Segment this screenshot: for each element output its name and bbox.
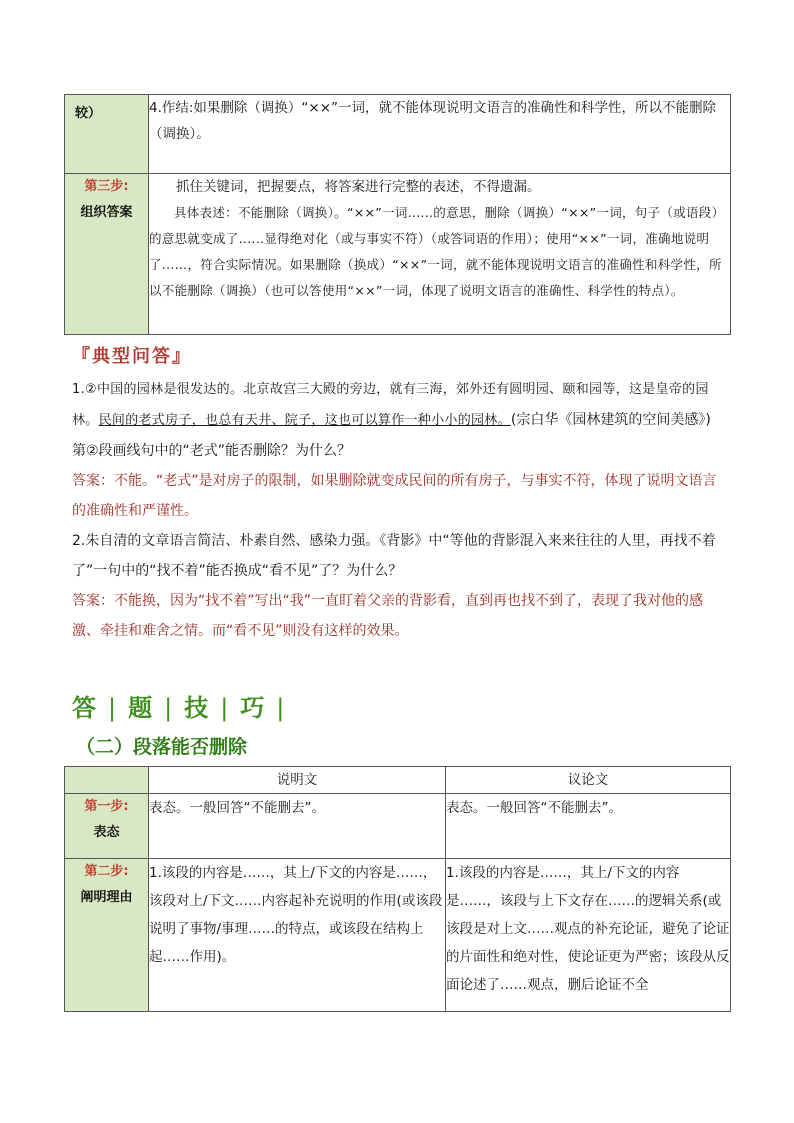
question-1-passage <box>72 374 728 436</box>
step-label <box>65 859 149 1012</box>
step-label: 较） <box>65 95 149 174</box>
step-name: 组织答案 <box>80 205 133 220</box>
header-cell <box>65 767 149 794</box>
conclusion-text: 4.作结:如果删除（调换）“××”一词，就不能体现说明文语言的准确性和科学性，所以不能删除（调换）。 <box>149 100 717 142</box>
skills-char: 答 <box>72 694 98 722</box>
step-name: 阐明理由 <box>80 890 133 905</box>
table-cell: 1.该段的内容是……，其上/下文的内容是……，该段对上/下文……内容起补充说明的作用(或该段说明了事物/事理……的特点，或该段在结构上起……作用)。 <box>149 859 446 1012</box>
divider: | <box>164 694 175 722</box>
divider: | <box>108 694 119 722</box>
step-number: 第二步: <box>84 864 129 879</box>
table-cell: 表态。一般回答“不能删去”。 <box>446 794 731 859</box>
question-1: 第②段画线句中的“老式”能否删除？为什么？ <box>72 443 352 459</box>
step-number: 第三步: <box>84 179 129 194</box>
step-label <box>65 174 149 335</box>
header-cell: 议论文 <box>446 767 731 794</box>
subsection-title: （二）段落能否删除 <box>76 736 248 758</box>
table-cell: 1.该段的内容是……，其上/下文的内容是……，该段与上下文存在……的逻辑关系(或该段是对上文……观点的补充论证，避免了论证的片面性和绝对性，使论证更为严密；该段从反面论述了……观点，删后论证不全 <box>446 859 731 1012</box>
answer-steps-table <box>64 94 731 335</box>
divider: | <box>276 694 287 722</box>
intro-text: 抓住关键词，把握要点，将答案进行完整的表述，不得遗漏。 <box>176 179 541 195</box>
header-cell: 说明文 <box>149 767 446 794</box>
skills-char: 题 <box>128 694 155 722</box>
step-name: 表态 <box>93 825 120 840</box>
step-content <box>149 95 731 174</box>
answer-1: 答案：不能。“老式”是对房子的限制，如果删除就变成民间的所有房子，与事实不符，体现了说明文语言的准确性和严谨性。 <box>72 473 717 519</box>
passage-source: (宗白华《园林建筑的空间美感》) <box>510 412 711 428</box>
typical-qa <box>72 344 728 646</box>
section-title: 『典型问答』 <box>72 346 192 367</box>
table-row <box>65 859 731 1012</box>
question-2: 2.朱自清的文章语言简洁、朴素自然、感染力强。《背影》中“等他的背影混入来来往往的人里，再找不着了”一句中的“找不着”能否换成“看不见”了？为什么？ <box>72 533 716 579</box>
detail-text: 具体表述：不能删除（调换）。“××”一词......的意思，删除（调换）“××”一词，句子（或语段）的意思就变成了......显得绝对化（或与事实不符）（或答词语的作用）；使用“××”一词，准确地说明了......，符合实际情况。如果删除（换成）“××”一词，就不能体现说明文语言的准确性和科学性，所以不能删除（调换）（也可以答使用“××”一词，体现了说明文语言的准确性、科学性的特点）。 <box>149 205 725 298</box>
divider: | <box>220 694 231 722</box>
table-row <box>65 95 731 174</box>
passage-text: 1.②中国的园林是很发达的。北京故宫三大殿的旁边，就有三海，郊外还有圆明园、颐和园等，这是皇帝的园林。 <box>72 382 709 428</box>
step-content <box>149 174 731 335</box>
table-row <box>65 794 731 859</box>
skills-char: 技 <box>184 694 211 722</box>
step-number: 第一步: <box>84 799 129 814</box>
underlined-sentence: 民间的老式房子，也总有天井、院子，这也可以算作一种小小的园林。 <box>98 413 511 428</box>
table-cell: 表态。一般回答“不能删去”。 <box>149 794 446 859</box>
step-label <box>65 794 149 859</box>
table-header-row <box>65 767 731 794</box>
paragraph-deletion-table <box>64 766 731 1012</box>
skills-heading <box>72 688 296 723</box>
skills-char: 巧 <box>240 694 267 722</box>
table-row <box>65 174 731 335</box>
answer-2: 答案：不能换，因为“找不着”写出“我”一直盯着父亲的背影看，直到再也找不到了，表现了我对他的感激、牵挂和难舍之情。而“看不见”则没有这样的效果。 <box>72 593 704 639</box>
